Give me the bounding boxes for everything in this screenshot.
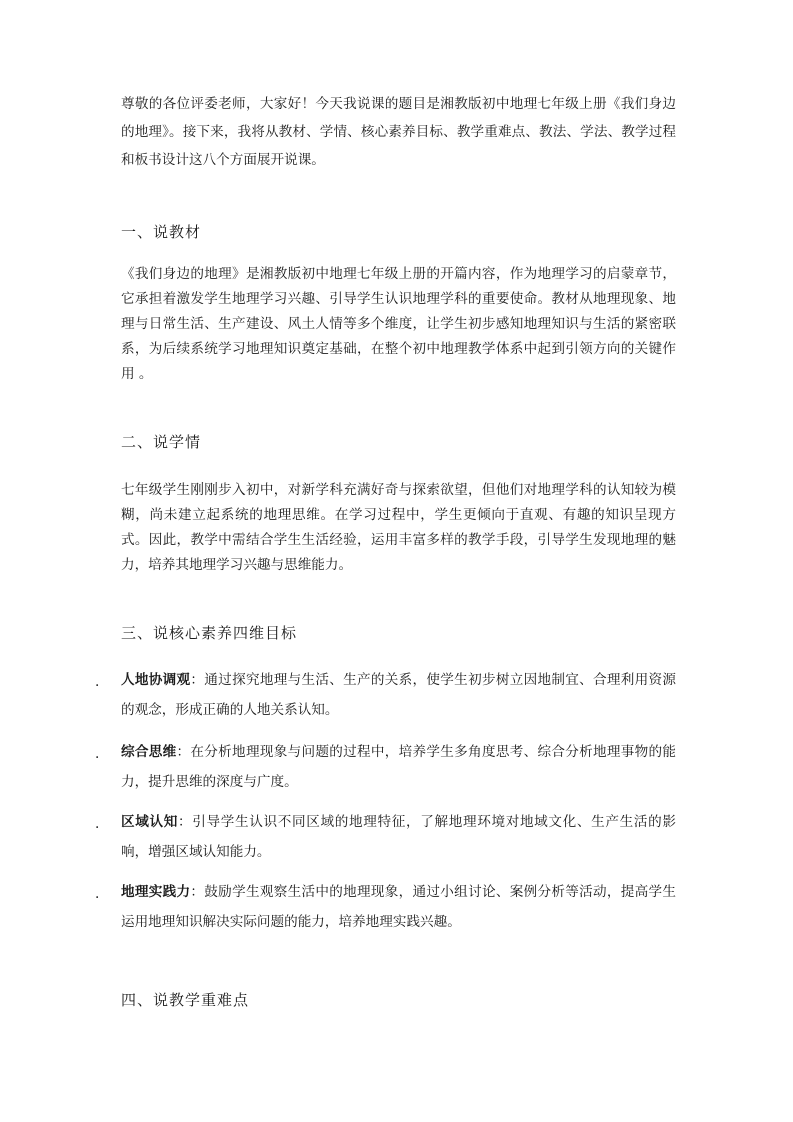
goal-bullet: . <box>95 816 100 832</box>
section-heading-students: 二、说学情 <box>121 433 202 451</box>
goal-text: ：在分析地理现象与问题的过程中，培养学生多角度思考、综合分析地理事物的能力，提升思维的深度与广度。 <box>121 744 676 790</box>
goal-term: 地理实践力 <box>121 884 191 900</box>
section-body-students: 七年级学生刚刚步入初中，对新学科充满好奇与探索欲望，但他们对地理学科的认知较为模糊，尚未建立起系统的地理思维。在学习过程中，学生更倾向于直观、有趣的知识呈现方式。因此，教学中需结合学生生活经验，运用丰富多样的教学手段，引导学生发现地理的魅力，培养其地理学习兴趣与思维能力。 <box>121 482 676 573</box>
goal-term: 综合思维 <box>121 744 177 760</box>
section-heading-textbook: 一、说教材 <box>121 223 202 241</box>
goal-term: 人地协调观 <box>121 672 191 688</box>
section-heading-goals: 三、说核心素养四维目标 <box>121 624 298 642</box>
goal-bullet: . <box>95 674 100 690</box>
goal-term: 区域认知 <box>121 814 178 830</box>
goal-item-human-land <box>121 665 676 725</box>
goal-text: ：引导学生认识不同区域的地理特征，了解地理环境对地域文化、生产生活的影响，增强区域认知能力。 <box>121 814 677 860</box>
intro-paragraph: 尊敬的各位评委老师，大家好！今天我说课的题目是湘教版初中地理七年级上册《我们身边的地理》。接下来，我将从教材、学情、核心素养目标、教学重难点、教法、学法、教学过程和板书设计这八个方面展开说课。 <box>121 96 676 168</box>
goal-item-comprehensive-thinking <box>121 737 676 797</box>
goal-item-regional-cognition <box>121 807 676 867</box>
goal-bullet: . <box>95 886 100 902</box>
goal-item-geographic-practice <box>121 877 676 937</box>
goal-bullet: . <box>95 746 100 762</box>
goal-text: ：鼓励学生观察生活中的地理现象，通过小组讨论、案例分析等活动，提高学生运用地理知识解决实际问题的能力，培养地理实践兴趣。 <box>121 884 677 930</box>
section-body-textbook: 《我们身边的地理》是湘教版初中地理七年级上册的开篇内容，作为地理学习的启蒙章节，它承担着激发学生地理学习兴趣、引导学生认识地理学科的重要使命。教材从地理现象、地理与日常生活、生产建设、风土人情等多个维度，让学生初步感知地理知识与生活的紧密联系，为后续系统学习地理知识奠定基础，在整个初中地理教学体系中起到引领方向的关键作用 。 <box>121 266 676 382</box>
goal-text: ：通过探究地理与生活、生产的关系，使学生初步树立因地制宜、合理利用资源的观念，形成正确的人地关系认知。 <box>121 672 677 718</box>
section-heading-key-points: 四、说教学重难点 <box>121 991 250 1009</box>
